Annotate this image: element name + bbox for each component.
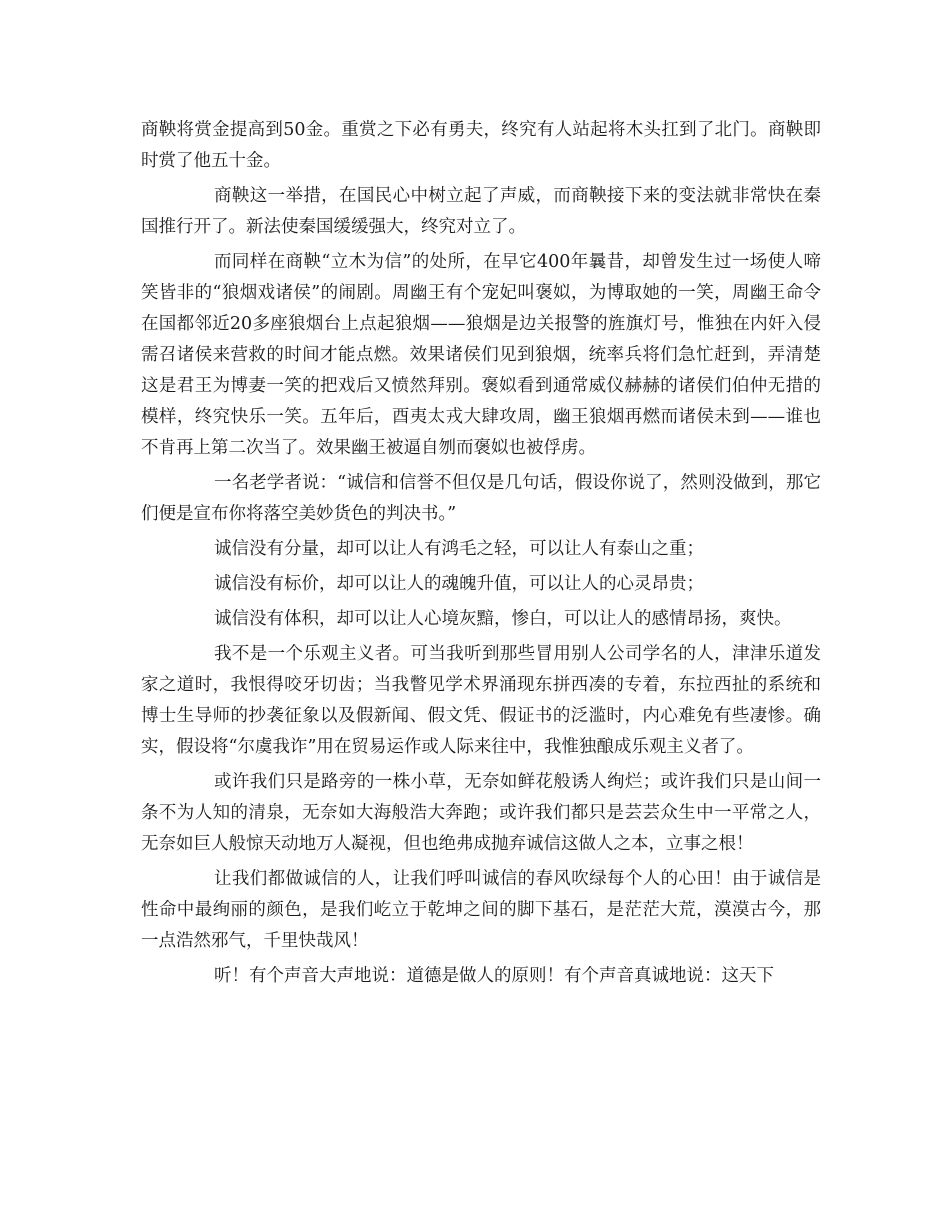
paragraph-5: 诚信没有分量，却可以让人有鸿毛之轻，可以让人有泰山之重； xyxy=(214,539,704,559)
paragraph-4: 一名老学者说：“诚信和信誉不但仅是几句话，假设你说了，然则没做到，那它们便是宣布你将落空美妙货色的判决书。” xyxy=(141,473,821,524)
paragraph-1: 商鞅将赏金提高到50金。重赏之下必有勇夫，终究有人站起将木头扛到了北门。商鞅即时赏了他五十金。 xyxy=(141,120,821,171)
document-body xyxy=(141,115,821,996)
paragraph-7: 诚信没有体积，却可以让人心境灰黯，惨白，可以让人的感情昂扬，爽快。 xyxy=(214,609,792,629)
paragraph-6: 诚信没有标价，却可以让人的魂魄升值，可以让人的心灵昂贵； xyxy=(214,574,704,594)
paragraph-11: 听！有个声音大声地说：道德是做人的原则！有个声音真诚地说：这天下 xyxy=(214,966,774,986)
paragraph-9: 或许我们只是路旁的一株小草，无奈如鲜花般诱人绚烂；或许我们只是山间一条不为人知的清泉，无奈如大海般浩大奔跑；或许我们都只是芸芸众生中一平常之人，无奈如巨人般惊天动地万人凝视，但也绝弗成抛弃诚信这做人之本，立事之根！ xyxy=(141,772,821,854)
paragraph-2: 商鞅这一举措，在国民心中树立起了声威，而商鞅接下来的变法就非常快在秦国推行开了。新法使秦国缓缓强大，终究对立了。 xyxy=(141,186,821,237)
paragraph-8: 我不是一个乐观主义者。可当我听到那些冒用别人公司学名的人，津津乐道发家之道时，我恨得咬牙切齿；当我瞥见学术界涌现东拼西凑的专着，东拉西扯的系统和博士生导师的抄袭征象以及假新闻、假文凭、假证书的泛滥时，内心难免有些凄惨。确实，假设将“尔虞我诈”用在贸易运作或人际来往中，我惟独酿成乐观主义者了。 xyxy=(141,644,821,757)
paragraph-10: 让我们都做诚信的人，让我们呼叫诚信的春风吹绿每个人的心田！由于诚信是性命中最绚丽的颜色，是我们屹立于乾坤之间的脚下基石，是茫茫大荒，漠漠古今，那一点浩然邪气，千里快哉风！ xyxy=(141,869,821,951)
paragraph-3: 而同样在商鞅“立木为信”的处所，在早它400年曩昔，却曾发生过一场使人啼笑皆非的“狼烟戏诸侯”的闹剧。周幽王有个宠妃叫褒姒，为博取她的一笑，周幽王命令在国都邻近20多座狼烟台上点起狼烟——狼烟是边关报警的旌旗灯号，惟独在内奸入侵需召诸侯来营救的时间才能点燃。效果诸侯们见到狼烟，统率兵将们急忙赶到，弄清楚这是君王为博妻一笑的把戏后又愤然拜别。褒姒看到通常威仪赫赫的诸侯们伯仲无措的模样，终究快乐一笑。五年后，酉夷太戎大肆攻周，幽王狼烟再燃而诸侯未到——谁也不肯再上第二次当了。效果幽王被逼自刎而褒姒也被俘虏。 xyxy=(141,252,821,458)
